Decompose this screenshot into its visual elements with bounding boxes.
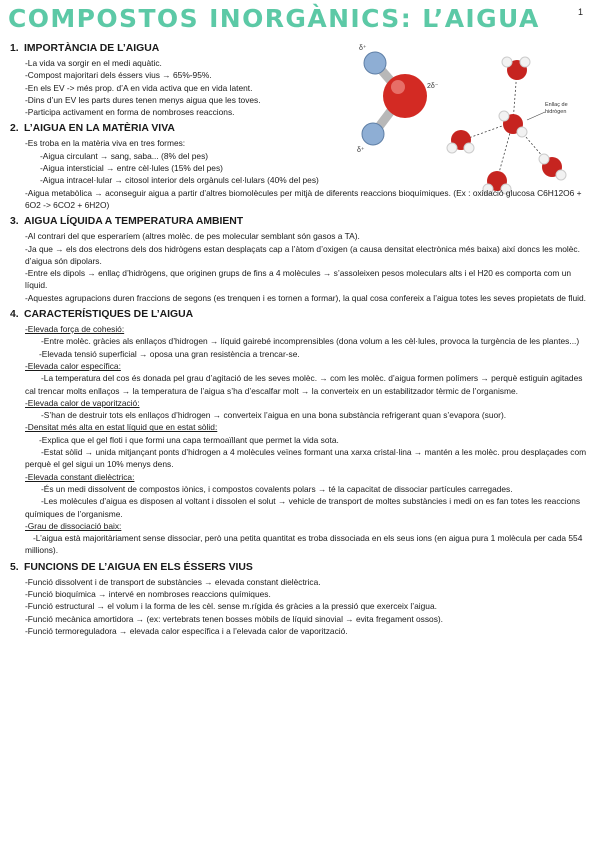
list-item: -Funció mecànica amortidora → (ex: vertebrats tenen bosses mòbils de líquid sinovial → evita fregament ossos).	[25, 613, 444, 624]
section-heading: 1. IMPORTÀNCIA DE L’AIGUA	[10, 43, 160, 54]
list-item: -En els EV -> més prop. d’A en vida activa que en vida latent.	[25, 82, 253, 93]
hydrogen-bond-label: Enllaç de hidrògen	[545, 102, 568, 115]
section-3	[10, 215, 590, 304]
subheading: -Elevada calor específica:	[25, 360, 121, 371]
list-item: -Aigua intersticial → entre cèl·lules (15% del pes)	[40, 163, 223, 174]
list-item: -S’han de destruir tots els enllaços d’hidrogen → converteix l’aigua en una bona substància refrigerant quan s’evapora (suor).	[41, 410, 507, 421]
subheading: -Elevada constant dielèctrica:	[25, 471, 135, 482]
list-item: -Entre els dipols → enllaç d’hidrògens, que originen grups de fins a 4 molècules → s’assoleixen pesos moleculars alts i el H20 es comporta com un líquid.	[25, 268, 572, 291]
list-item: -L’aigua està majoritàriament sense dissociar, però una petita quantitat es troba dissociada en els seus ions (en aigua pura 1 molècula per cada 554 millions).	[25, 533, 583, 556]
list-item: -És un medi dissolvent de compostos iònics, i compostos covalents polars → té la capacitat de dissociar partícules carregades.	[41, 483, 513, 494]
list-item: -Aigua intracel·lular → citosol interior dels orgànuls cel·lulars (40% del pes)	[40, 175, 319, 186]
page-number: 1	[578, 7, 584, 17]
subheading: -Elevada força de cohesió:	[25, 324, 125, 335]
section-4	[10, 308, 590, 557]
section-5	[10, 561, 590, 637]
list-item: -Aquestes agrupacions duren fraccions de segons (es trenquen i es tornen a formar), la qual cosa confereix a l’aigua totes les seves propietats de fluid.	[25, 292, 586, 303]
list-item: -Participa activament en forma de nombroses reaccions.	[25, 107, 235, 118]
list-item: -Funció bioquímica → intervé en nombroses reaccions químiques.	[25, 588, 271, 599]
list-item: -Es troba en la matèria viva en tres formes:	[25, 138, 186, 149]
list-item: -Ja que → els dos electrons dels dos hidrògens estan desplaçats cap a l’àtom d’oxigen (a causa densitat electrònica més baixa) així doncs les molèc. d’aigua són dipolars.	[25, 243, 580, 266]
list-item: -Les molècules d’aigua es disposen al voltant i dissolen el solut → vehicle de transport de moltes substàncies i medi on es fan totes les reaccions químiques de l’organisme.	[25, 496, 581, 519]
charge-label-top: δ⁺	[359, 45, 367, 52]
section-heading: 3. AIGUA LÍQUIDA A TEMPERATURA AMBIENT	[10, 216, 244, 228]
subheading: -Densitat més alta en estat líquid que en estat sòlid:	[25, 422, 218, 433]
section-2	[10, 122, 590, 211]
list-item: -Aigua circulant → sang, saba... (8% del pes)	[40, 150, 209, 161]
section-heading: 4. CARACTERÍSTIQUES DE L’AIGUA	[10, 309, 194, 321]
list-item: -Aigua metabòlica → aconseguir aigua a partir d’altres biomolècules per mitjà de diferents reaccions bioquímiques. (Ex : oxidació glucosa C6H12O6 + 6O2 -> 6CO2 + 6H2O)	[25, 187, 582, 210]
charge-label-bottom: δ⁺	[357, 147, 365, 154]
list-item: -Dins d’un EV les parts dures tenen menys aigua que les toves.	[25, 94, 261, 105]
list-item: -Elevada tensió superficial → oposa una gran resistència a trencar-se.	[39, 348, 300, 359]
list-item: -Entre molèc. gràcies als enllaços d’hidrogen → líquid gairebé incomprensibles (dona volum a les cèl·lules, provoca la turgència de les plantes...)	[41, 336, 580, 347]
content	[10, 42, 590, 641]
list-item: -Explica que el gel floti i que formi una capa termoaïllant que permet la vida sota.	[39, 434, 339, 445]
subheading: -Elevada calor de vaporització:	[25, 397, 140, 408]
charge-label-oxygen: 2δ⁻	[427, 83, 439, 90]
subheading: -Grau de dissociació baix:	[25, 520, 122, 531]
list-item: -Al contrari del que esperaríem (altres molèc. de pes molecular semblant són gasos a TA).	[25, 231, 360, 242]
list-item: -Estat sòlid → unida mitjançant ponts d’hidrogen a 4 molècules veïnes formant una xarxa cristal·lina → mantén a les molèc. prou desplaçades com perquè el gel sigui un 10% menys dens.	[25, 447, 587, 470]
list-item: -Funció termoreguladora → elevada calor específica i a l’elevada calor de vaporització.	[25, 625, 348, 636]
list-item: -La vida va sorgir en el medi aquàtic.	[25, 58, 162, 68]
section-heading: 5. FUNCIONS DE L’AIGUA EN ELS ÉSSERS VIUS	[10, 561, 253, 573]
section-heading: 2. L’AIGUA EN LA MATÈRIA VIVA	[10, 123, 175, 135]
list-item: -Funció dissolvent i de transport de substàncies → elevada constant dielèctrica.	[25, 576, 321, 587]
section-1	[10, 42, 590, 118]
list-item: -La temperatura del cos és donada pel grau d’agitació de les seves molèc. → com les molèc. d’aigua formen polímers → perquè estiguin agitades cal trencar molts enllaços → la temperatura de l’aigua s’ha d’escalfar molt → la converteix en un estabilitzador tèrmic de l’organisme.	[25, 373, 583, 396]
list-item: -Funció estructural → el volum i la forma de les cèl. sense m.rígida és gràcies a la pressió que exerceix l’aigua.	[25, 601, 437, 612]
list-item: -Compost majoritari dels éssers vius → 65%-95%.	[25, 70, 212, 81]
page-title: COMPOSTOS INORGÀNICS: L’AIGUA	[8, 4, 540, 33]
